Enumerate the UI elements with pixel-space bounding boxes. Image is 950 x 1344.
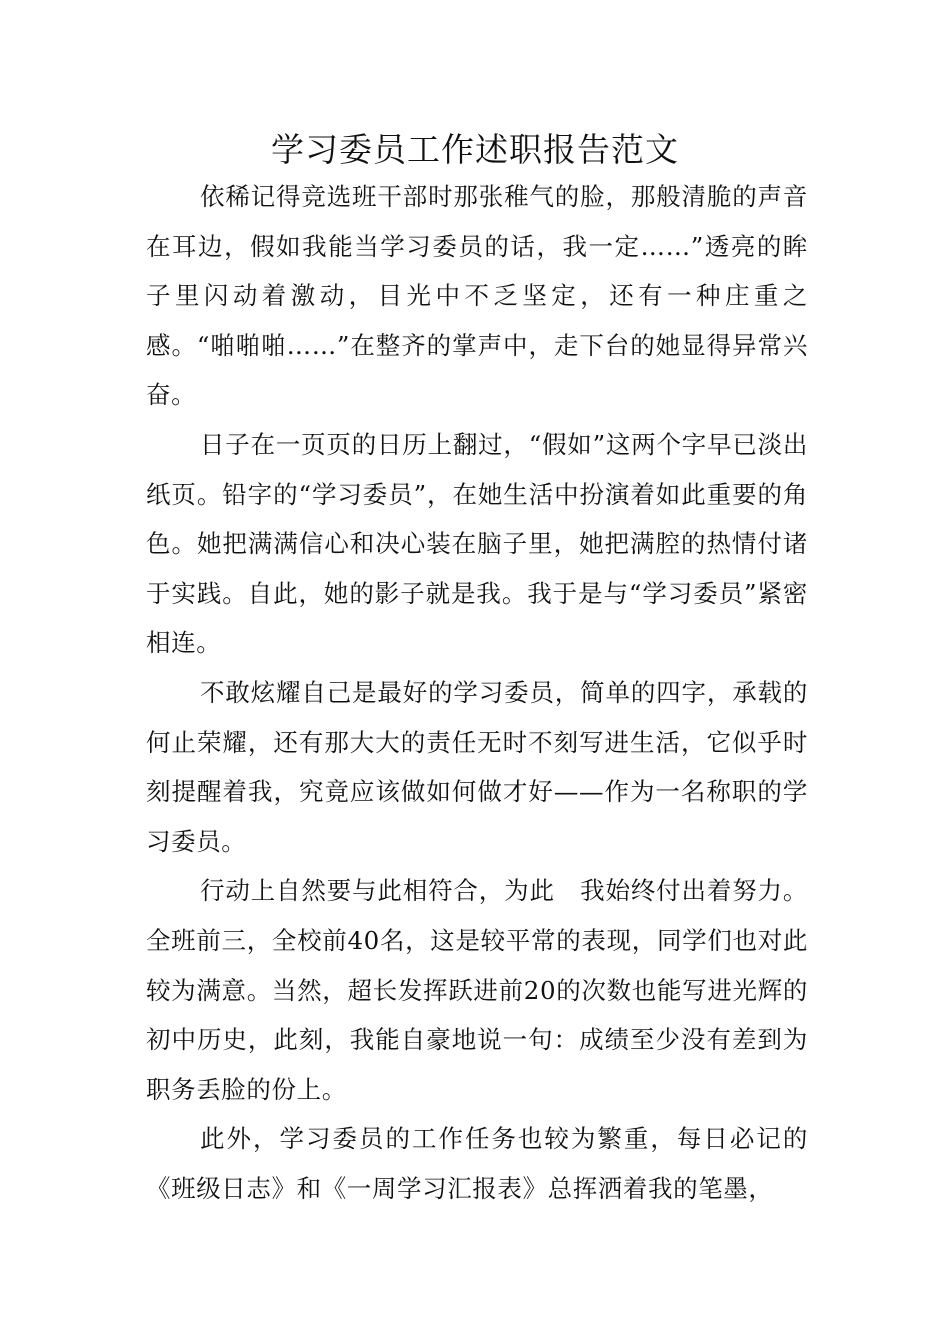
paragraph-1: 依稀记得竞选班干部时那张稚气的脸，那般清脆的声音在耳边，假如我能当学习委员的话，我一定……”透亮的眸子里闪动着激动，目光中不乏坚定，还有一种庄重之感。“啪啪啪……”在整齐的掌声中，走下台的她显得异常兴奋。	[146, 182, 808, 410]
paragraph-3: 不敢炫耀自己是最好的学习委员，简单的四字，承载的何止荣耀，还有那大大的责任无时不刻写进生活，它似乎时刻提醒着我，究竟应该做如何做才好——作为一名称职的学习委员。	[146, 677, 808, 856]
document-title: 学习委员工作述职报告范文	[271, 130, 679, 169]
paragraph-5: 此外，学习委员的工作任务也较为繁重，每日必记的《班级日志》和《一周学习汇报表》总挥洒着我的笔墨，	[146, 1124, 808, 1203]
paragraph-4: 行动上自然要与此相符合，为此 我始终付出着努力。全班前三，全校前40名，这是较平常的表现，同学们也对此较为满意。当然，超长发挥跃进前20的次数也能写进光辉的初中历史，此刻，我能自豪地说一句：成绩至少没有差到为职务丢脸的份上。	[146, 876, 808, 1104]
paragraph-2: 日子在一页页的日历上翻过，“假如”这两个字早已淡出纸页。铅字的“学习委员”，在她生活中扮演着如此重要的角色。她把满满信心和决心装在脑子里，她把满腔的热情付诸于实践。自此，她的影子就是我。我于是与“学习委员”紧密相连。	[146, 429, 808, 658]
document-body	[146, 172, 808, 1213]
